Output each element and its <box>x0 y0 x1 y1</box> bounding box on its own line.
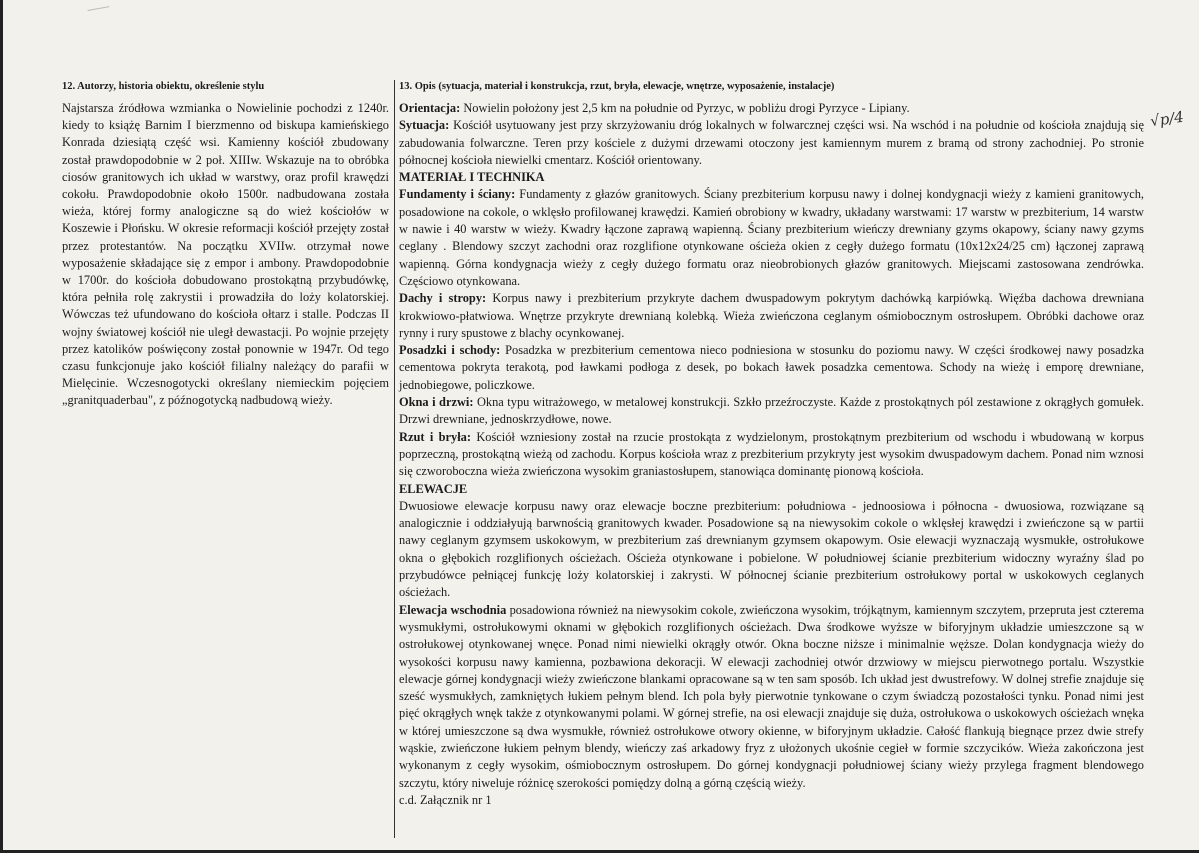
elewacje-section-title: ELEWACJE <box>399 481 468 496</box>
pencil-mark <box>88 6 111 17</box>
material-section-title: MATERIAŁ I TECHNIKA <box>399 170 545 185</box>
history-column <box>62 80 389 410</box>
okna-paragraph <box>399 394 1144 429</box>
rzut-label: Rzut i bryła: <box>399 429 471 444</box>
orientacja-paragraph <box>399 100 1144 117</box>
orientacja-text: Nowielin położony jest 2,5 km na południe od Pyrzyc, w pobliżu drogi Pyrzyce - Lipiany. <box>460 101 910 115</box>
rzut-paragraph <box>399 429 1144 481</box>
continuation-note: c.d. Załącznik nr 1 <box>399 792 492 807</box>
wschodnia-paragraph <box>399 602 1144 792</box>
posadzki-label: Posadzki i schody: <box>399 343 501 358</box>
sytuacja-text: Kościół usytuowany jest przy skrzyżowaniu dróg lokalnych w folwarcznej części wsi. Na wschód i na południe od kościoła znajdują się zabudowania folwarczne. Teren przy kościele z dużymi drzewami otoczony jest kamiennym murem z bramą od strony zachodniej. Po stronie północnej kościoła niewielki cmentarz. Kościół orientowany. <box>399 118 1144 167</box>
sytuacja-paragraph <box>399 117 1144 169</box>
column-divider <box>394 80 395 838</box>
history-heading: 12. Autorzy, historia obiektu, określenie stylu <box>62 81 265 92</box>
orientacja-label: Orientacja: <box>399 101 461 115</box>
wschodnia-text: posadowiona również na niewysokim cokole, zwieńczona wysokim, trójkątnym, kamiennym szczytem, przepruta jest czterema wysmukłymi, ostrołukowymi oknami w głębokich rozglifionych ościeżach. Dwa środkowe wyższe w biforyjnym układzie umieszczone są w ostrołukowej otynkowanej wnęce. Ponad nimi niewielki okrągły otwór. Okna boczne niższe i minimalnie węższe. Dolan kondygnacja wieży do wysokości korpusu nawy kamienna, pozbawiona dekoracji. W elewacji zachodniej otwór drzwiowy w miejscu pierwotnego portalu. Wszystkie elewacje górnej kondygnacji wieży zwieńczone blankami opracowane są w ten sam sposób. Ich układ jest dwustrefowy. W dolnej strefie znajduje się sześć wysmukłych, zamkniętych łukiem pełnym blend. Ich pola były pierwotnie tynkowane o czym świadczą pozostałości tynku. Ponad nimi jest pięć okrągłych wnęk także z otynkowanymi polami. W górnej strefie, na osi elewacji znajduje się duża, ostrołukowa o uskokowych ościeżach wnęka w której umieszczone są dwa wysmukłe, również ostrołukowe otwory okienne, w biforyjnym układzie. Całość flankują biegnące przez dwie strefy wąskie, zwieńczone łukiem pełnym blendy, wieńczy zaś arkadowy fryz z ułożonych ukośnie cegieł w formie szczycików. Wieża zakończona jest wykonanym z cegły wysokim, ośmiobocznym ostrosłupem. Do górnej kondygnacji południowej ściany wieży przylega fragment blendowego szczytu, który niweluje różnicę szerokości pomiędzy dolną a górną częścią wieży. <box>399 602 1144 790</box>
okna-label: Okna i drzwi: <box>399 395 474 410</box>
fundamenty-label: Fundamenty i ściany: <box>399 187 516 202</box>
description-column <box>399 80 1144 809</box>
rzut-text: Kościół wzniesiony został na rzucie prostokąta z wydzielonym, prostokątnym prezbiterium od wschodu i wbudowaną w korpus poprzeczną, prostokątną wieżą od zachodu. Korpus kościoła wraz z prezbiterium przykryty jest wysokim dwuspadowym dachem. Ponad nim wznosi się czworoboczna wieża zwieńczona wysokim graniastosłupem, stanowiąca dominantę pionową kościoła. <box>399 429 1144 479</box>
posadzki-paragraph <box>399 342 1144 394</box>
posadzki-text: Posadzka w prezbiterium cementowa nieco podniesiona w stosunku do poziomu nawy. W części środkowej nawy posadzka cementowa pokryta terakotą, pod ławkami podłoga z desek, po bokach ławek posadzka cementowa. Schody na wieżę i emporę drewniane, jednobiegowe, policzkowe. <box>399 343 1145 392</box>
dachy-text: Korpus nawy i prezbiterium przykryte dachem dwuspadowym pokrytym dachówką karpiówką. Więźba dachowa drewniana krokwiowo-płatwiowa. Wnętrze przykryte drewnianą kolebką. Wieża zwieńczona ceglanym ośmiobocznym ostrosłupem. Obróbki dachowe oraz rynny i rury spustowe z blachy ocynkowanej. <box>399 291 1145 340</box>
sytuacja-label: Sytuacja: <box>399 118 450 133</box>
wschodnia-label: Elewacja wschodnia <box>399 602 507 617</box>
elewacje-paragraph: Dwuosiowe elewacje korpusu nawy oraz elewacje boczne prezbiterium: południowa - jednoosiowa i północna - dwuosiowa, rozwiązane są analogicznie i oddziałyują barwnością granitowych kwader. Posadowione są na niewysokim cokole o wklęsłej krawędzi i zwieńczone są w partii nawy ceglanym gzymsem uskokowym, w prezbiterium zaś drewnianym gzymsem okapowym. Osie elewacji wyznaczają wysmukłe, ostrołukowe okna o głębokich rozglifionych ościeżach. Ościeża otynkowane i pobielone. W południowej ścianie prezbiterium widoczny wyraźny ślad po przybudówce pełniącej funkcję loży kolatorskiej i zakrysti. W północnej ścianie prezbiterium ostrołukowy portal w uskokowych ceglanych ościeżach. <box>399 498 1144 600</box>
fundamenty-text: Fundamenty z głazów granitowych. Ściany prezbiterium korpusu nawy i dolnej kondygnacji wieży z kamieni granitowych, posadowione na cokole, o wklęsło profilowanej krawędzi. Kamień obrobiony w kwadry, układany warstwami: 17 warstw w prezbiterium, 14 warstw w nawie i 40 warstw w wieży. Kwadry łączone zaprawą wapienną. Ściany prezbiterium wieńczy drewniany gzyms okapowy, ściany nawy gzyms ceglany . Blendowy szczyt zachodni oraz rozglifione otynkowane ościeża okien z cegły dużego formatu (10x12x24/25 cm) łączonej zaprawą wapienną. Górna kondygnacja wieży z cegły dużego formatu oraz nieobrobionych głazów granitowych. Miejscami zastosowana zendrówka. Częściowo otynkowana. <box>399 187 1145 288</box>
scan-edge-left <box>0 0 3 853</box>
dachy-label: Dachy i stropy: <box>399 291 487 306</box>
handwritten-margin-note: √p/4 <box>1148 107 1185 131</box>
okna-text: Okna typu witrażowego, w metalowej konstrukcji. Szkło przeźroczyste. Każde z prostokątnych pól zestawione z okrągłych gomułek. Drzwi drewniane, jednoskrzydłowe, nowe. <box>399 395 1144 427</box>
history-text: Najstarsza źródłowa wzmianka o Nowielinie pochodzi z 1240r. kiedy to książę Barnim I bierzmenno od biskupa kamieńskiego Konrada dziesiątą część wsi. Kamienny kościół zbudowany został prawdopodobnie w 2 poł. XIIIw. Wskazuje na to obróbka ciosów granitowych ich układ w warstwy, oraz profil krawędzi cokołu. Prawdopodobnie około 1500r. nadbudowana została wieża, której formy analogiczne są do wież kościołów w Koszewie i Płońsku. W okresie reformacji kościół przejęty został przez protestantów. Na początku XVIIw. otrzymał nowe wyposażenie składające się z empor i ambony. Prawdopodobnie w 1700r. do kościoła dobudowano prostokątną przybudówkę, która pełniła rolę zakrystii i prowadziła do loży kolatorskiej. Wówczas też ufundowano do kościoła ołtarz i stalle. Podczas II wojny światowej kościół nie uległ dewastacji. Po wojnie przejęty przez katolików poświęcony został ponownie w 1947r. Od tego czasu funkcjonuje jako kościół filialny należący do parafii w Mielęcinie. Wczesnogotycki określany niemieckim pojęciem „granitquaderbau", z późnogotycką nadbudową wieży. <box>62 101 389 408</box>
description-heading: 13. Opis (sytuacja, materiał i konstrukcja, rzut, bryła, elewacje, wnętrze, wyposażenie, instalacje) <box>399 81 835 92</box>
fundamenty-paragraph <box>399 186 1144 290</box>
dachy-paragraph <box>399 290 1144 342</box>
